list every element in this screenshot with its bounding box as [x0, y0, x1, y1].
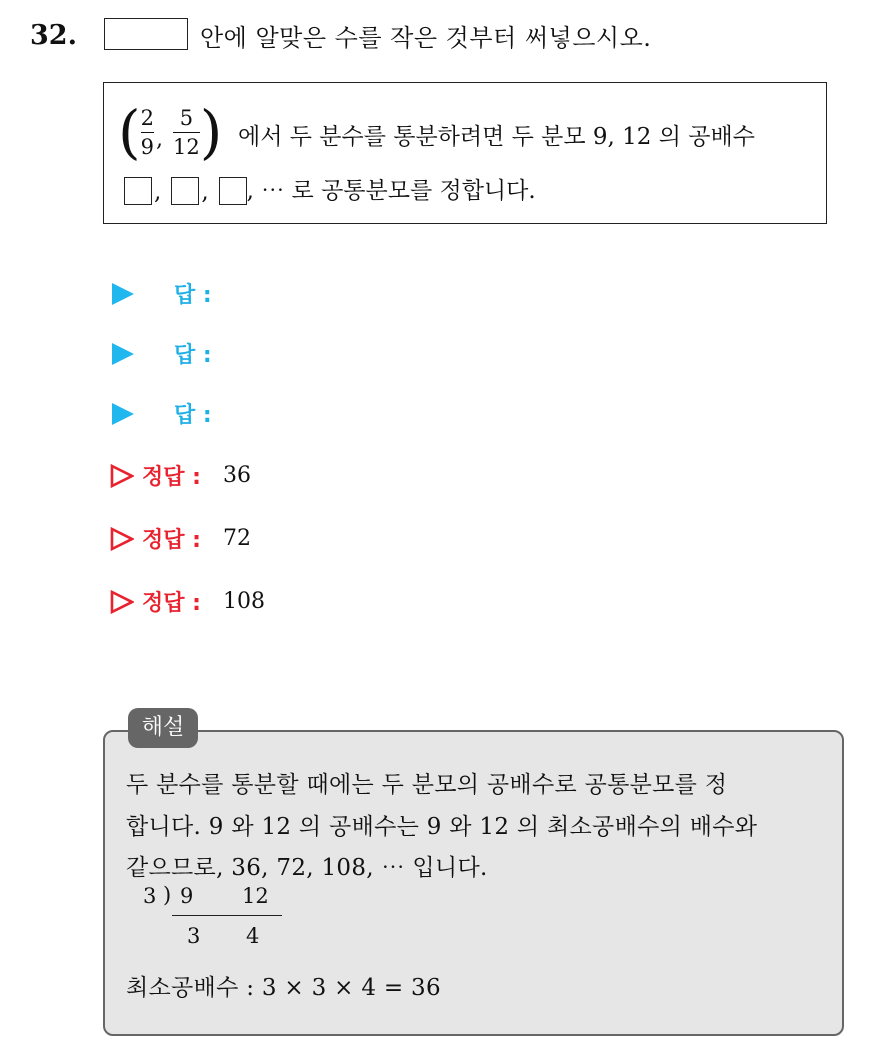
- fraction-denominator: 9: [140, 134, 155, 159]
- explanation-line-3: 같으므로, 36, 72, 108, ⋯ 입니다.: [126, 855, 488, 881]
- answer-label: 답 :: [174, 283, 212, 308]
- outline-triangle-icon: [110, 464, 134, 488]
- answer-input[interactable]: [226, 282, 426, 306]
- division-divisor: 3: [143, 884, 157, 908]
- play-arrow-icon: [112, 403, 134, 425]
- fraction-denominator: 12: [173, 134, 200, 159]
- answer-square-icon: [219, 177, 247, 205]
- explanation-line-1: 두 분수를 통분할 때에는 두 분모의 공배수로 공통분모를 정: [126, 772, 728, 798]
- left-paren: (: [118, 98, 141, 166]
- division-top-value: 12: [242, 884, 269, 908]
- explanation-tab: 해설: [128, 708, 198, 748]
- statement-line-2: , , , ⋯ 로 공통분모를 정합니다.: [124, 172, 536, 205]
- answer-row-2: [112, 338, 426, 369]
- statement-text-line-1: 에서 두 분수를 통분하려면 두 분모 9, 12 의 공배수: [238, 124, 755, 150]
- correct-row-2: [110, 523, 251, 554]
- answer-input[interactable]: [226, 402, 426, 426]
- answer-label: 답 :: [174, 403, 212, 428]
- answer-row-3: [112, 398, 426, 429]
- play-arrow-icon: [112, 283, 134, 305]
- fraction-numerator: 2: [140, 105, 155, 130]
- statement-text-line-2: , ⋯ 로 공통분모를 정합니다.: [246, 178, 536, 204]
- division-top-value: 9: [180, 884, 194, 908]
- division-paren: ): [163, 883, 172, 907]
- correct-label: 정답 :: [142, 528, 201, 553]
- correct-value: 36: [222, 463, 251, 488]
- answer-label: 답 :: [174, 343, 212, 368]
- blank-box-icon: [104, 18, 188, 50]
- correct-row-3: [110, 586, 265, 617]
- division-line: [172, 915, 282, 916]
- play-arrow-icon: [112, 343, 134, 365]
- question-number: 32.: [30, 20, 77, 51]
- fraction-numerator: 5: [179, 105, 194, 130]
- right-paren: ): [199, 98, 223, 166]
- correct-label: 정답 :: [142, 465, 201, 490]
- fraction-pair: [118, 100, 222, 164]
- answer-row-1: [112, 278, 426, 309]
- outline-triangle-icon: [110, 527, 134, 551]
- question-instruction: 안에 알맞은 수를 작은 것부터 써넣으시오.: [200, 24, 652, 52]
- answer-input[interactable]: [226, 342, 426, 366]
- correct-label: 정답 :: [142, 591, 201, 616]
- outline-triangle-icon: [110, 590, 134, 614]
- answer-square-icon: [171, 177, 199, 205]
- correct-value: 108: [222, 589, 265, 614]
- division-bottom-value: 4: [246, 924, 260, 948]
- fraction-2-9: [141, 106, 154, 159]
- correct-row-1: [110, 460, 251, 491]
- answer-square-icon: [124, 177, 152, 205]
- lcm-line: 최소공배수 : 3 × 3 × 4 = 36: [126, 975, 441, 1001]
- fraction-comma: ,: [156, 126, 164, 152]
- division-bottom-value: 3: [187, 924, 201, 948]
- correct-value: 72: [222, 526, 251, 551]
- explanation-line-2: 합니다. 9 와 12 의 공배수는 9 와 12 의 최소공배수의 배수와: [126, 814, 758, 840]
- fraction-5-12: [173, 106, 200, 159]
